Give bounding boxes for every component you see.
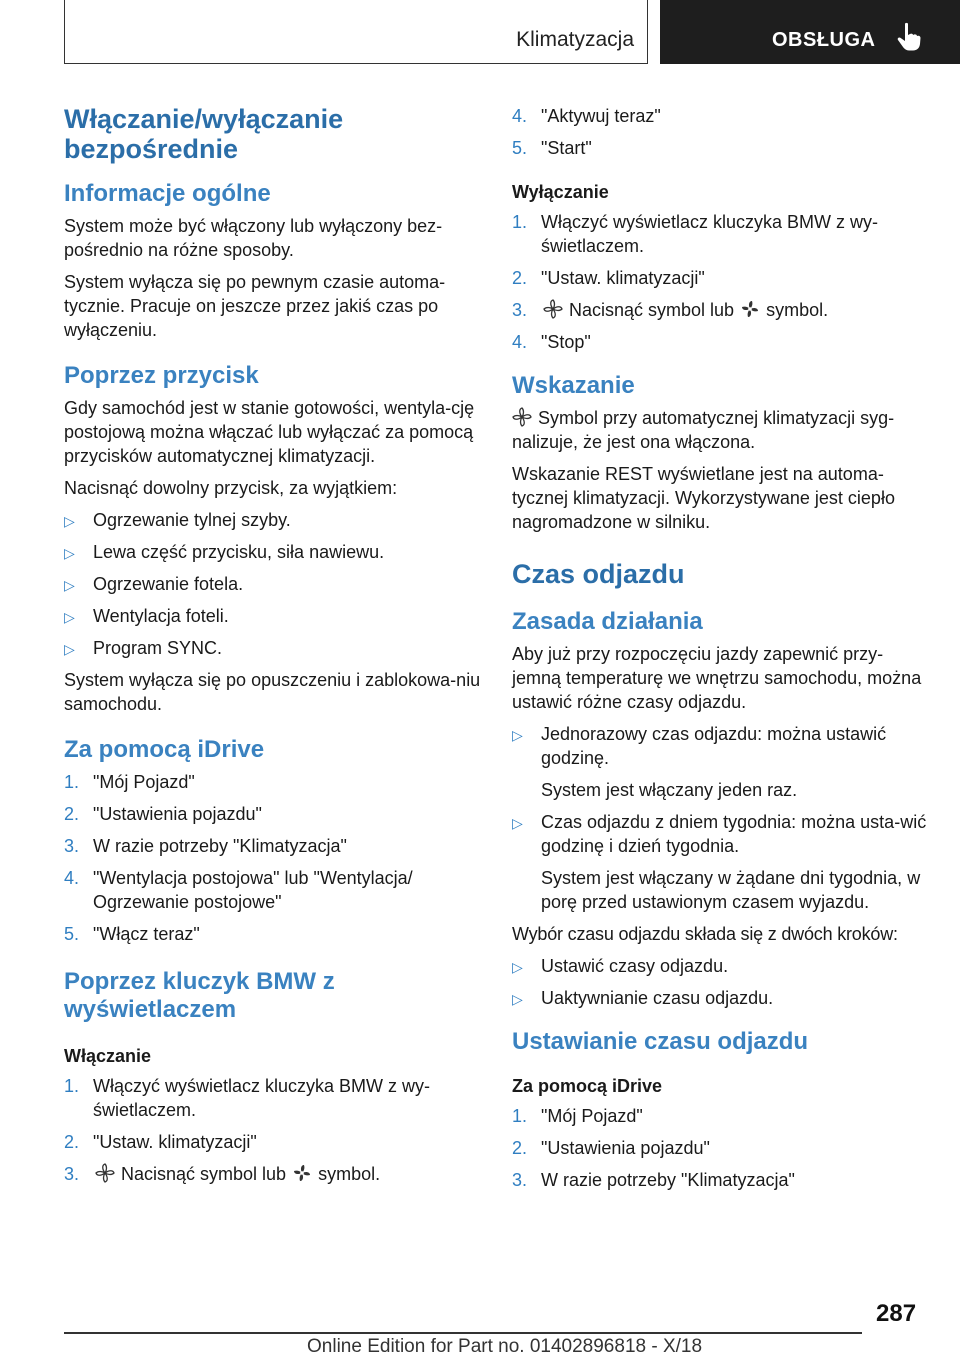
triangle-bullet-icon: ▷	[64, 513, 75, 529]
left-column	[64, 98, 484, 1194]
heading-indicator: Wskazanie	[512, 372, 635, 399]
section-title-line1: Włączanie/wyłączanie	[64, 104, 344, 134]
heading-principle: Zasada działania	[512, 608, 703, 635]
heading-key: Poprzez kluczyk BMW z wyświetlaczem	[64, 968, 335, 1023]
list-item: 4. "Stop"	[512, 332, 591, 352]
page-number: 287	[876, 1300, 917, 1327]
section-title-line2: bezpośrednie	[64, 134, 239, 164]
list-item: ▷ Uaktywnianie czasu odjazdu.	[512, 986, 932, 1010]
list-item: ▷ Jednorazowy czas odjazdu: można ustawić godzinę. System jest włączany jeden raz.	[512, 724, 887, 800]
paragraph-general-1: System może być włączony lub wyłączony bez-pośrednio na różne sposoby.	[64, 216, 443, 260]
ventilation-fan-alt-icon	[292, 1163, 312, 1183]
triangle-bullet-icon: ▷	[64, 545, 75, 561]
paragraph-choice: Wybór czasu odjazdu składa się z dwóch kroków:	[512, 924, 898, 944]
pointing-hand-icon	[896, 22, 922, 52]
list-item: 1. Włączyć wyświetlacz kluczyka BMW z wy-świetlaczem.	[512, 212, 879, 256]
triangle-bullet-icon: ▷	[64, 609, 75, 625]
paragraph-button-1: Gdy samochód jest w stanie gotowości, wentyla-cję postojową można włączać lub wyłączać za pomocą przycisków automatycznej klimatyzacji.	[64, 398, 475, 466]
departure-types	[512, 722, 932, 914]
heading-switch-on: Włączanie	[64, 1046, 152, 1066]
triangle-bullet-icon: ▷	[512, 815, 523, 831]
page-header	[0, 0, 960, 66]
list-item: ▷ Wentylacja foteli.	[64, 604, 484, 628]
ventilation-fan-icon	[512, 407, 532, 427]
section-title	[64, 104, 484, 164]
idrive-steps	[64, 770, 484, 946]
list-item: 2. "Ustaw. klimatyzacji"	[64, 1132, 257, 1152]
heading-switch-off: Wyłączanie	[512, 182, 609, 202]
footer-edition: Online Edition for Part no. 01402896818 - X/18	[307, 1336, 703, 1357]
paragraph-general-2: System wyłącza się po pewnym czasie automa-tycznie. Pracuje on jeszcze przez jakiś czas po wyłączeniu.	[64, 272, 446, 340]
heading-button: Poprzez przycisk	[64, 362, 259, 389]
switch-off-steps	[512, 210, 932, 354]
list-item: 2. "Ustaw. klimatyzacji"	[512, 268, 705, 288]
list-item: 2. "Ustawienia pojazdu"	[512, 1138, 710, 1158]
list-item: 3. Nacisnąć symbol lub symbol.	[64, 1164, 381, 1184]
exceptions-list	[64, 508, 484, 660]
triangle-bullet-icon: ▷	[64, 577, 75, 593]
switch-on-steps	[64, 1074, 484, 1186]
heading-departure-time: Czas odjazdu	[512, 559, 685, 589]
header-section-title: Klimatyzacja	[516, 28, 634, 51]
heading-idrive-2: Za pomocą iDrive	[512, 1076, 663, 1096]
choice-steps	[512, 954, 932, 1010]
ventilation-fan-icon	[95, 1163, 115, 1183]
header-chapter-tab	[660, 0, 960, 64]
ventilation-fan-icon	[543, 299, 563, 319]
list-item: 2. "Ustawienia pojazdu"	[64, 804, 262, 824]
list-item: ▷ Ogrzewanie fotela.	[64, 572, 484, 596]
list-item: ▷ Czas odjazdu z dniem tygodnia: można usta-wić godzinę i dzień tygodnia. System jest włączany w żądane dni tygodnia, w porę przed ustawionym czasem wyjazdu.	[512, 812, 927, 912]
heading-idrive: Za pomocą iDrive	[64, 736, 265, 763]
list-item: 5. "Włącz teraz"	[64, 924, 200, 944]
paragraph-indicator-2: Wskazanie REST wyświetlane jest na automa-tycznej klimatyzacji. Wykorzystywane jest ciepło nagromadzone w silniku.	[512, 464, 895, 532]
header-chapter-label: OBSŁUGA	[772, 29, 876, 51]
idrive2-steps	[512, 1104, 932, 1192]
right-column	[512, 104, 932, 1200]
list-item: 3. Nacisnąć symbol lub symbol.	[512, 300, 829, 320]
list-item: ▷ Ogrzewanie tylnej szyby.	[64, 508, 484, 532]
triangle-bullet-icon: ▷	[64, 641, 75, 657]
list-item: 1. Włączyć wyświetlacz kluczyka BMW z wy-świetlaczem.	[64, 1076, 431, 1120]
paragraph-indicator-1: Symbol przy automatycznej klimatyzacji syg-nalizuje, że jest ona włączona.	[512, 408, 895, 452]
triangle-bullet-icon: ▷	[512, 727, 523, 743]
list-item: ▷ Program SYNC.	[64, 636, 484, 660]
list-item: 1. "Mój Pojazd"	[64, 772, 195, 792]
list-item: 5. "Start"	[512, 138, 592, 158]
paragraph-button-3: System wyłącza się po opuszczeniu i zablokowa-niu samochodu.	[64, 670, 481, 714]
paragraph-button-2: Nacisnąć dowolny przycisk, za wyjątkiem:	[64, 478, 398, 498]
list-item: 4. "Aktywuj teraz"	[512, 106, 661, 126]
heading-setting-departure: Ustawianie czasu odjazdu	[512, 1028, 809, 1055]
list-item: ▷ Ustawić czasy odjazdu.	[512, 954, 932, 978]
switch-on-steps-continued	[512, 104, 932, 160]
heading-general: Informacje ogólne	[64, 180, 271, 207]
paragraph-principle: Aby już przy rozpoczęciu jazdy zapewnić przy-jemną temperaturę we wnętrzu samochodu, można ustawić różne czasy odjazdu.	[512, 644, 922, 712]
triangle-bullet-icon: ▷	[512, 991, 523, 1007]
list-item: ▷ Lewa część przycisku, siła nawiewu.	[64, 540, 484, 564]
list-item: 1. "Mój Pojazd"	[512, 1106, 643, 1126]
list-item: 4. "Wentylacja postojowa" lub "Wentylacja/ Ogrzewanie postojowe"	[64, 868, 413, 912]
triangle-bullet-icon: ▷	[512, 959, 523, 975]
ventilation-fan-alt-icon	[740, 299, 760, 319]
footer-divider	[64, 1332, 862, 1334]
list-item: 3. W razie potrzeby "Klimatyzacja"	[64, 836, 347, 856]
list-item: 3. W razie potrzeby "Klimatyzacja"	[512, 1170, 795, 1190]
